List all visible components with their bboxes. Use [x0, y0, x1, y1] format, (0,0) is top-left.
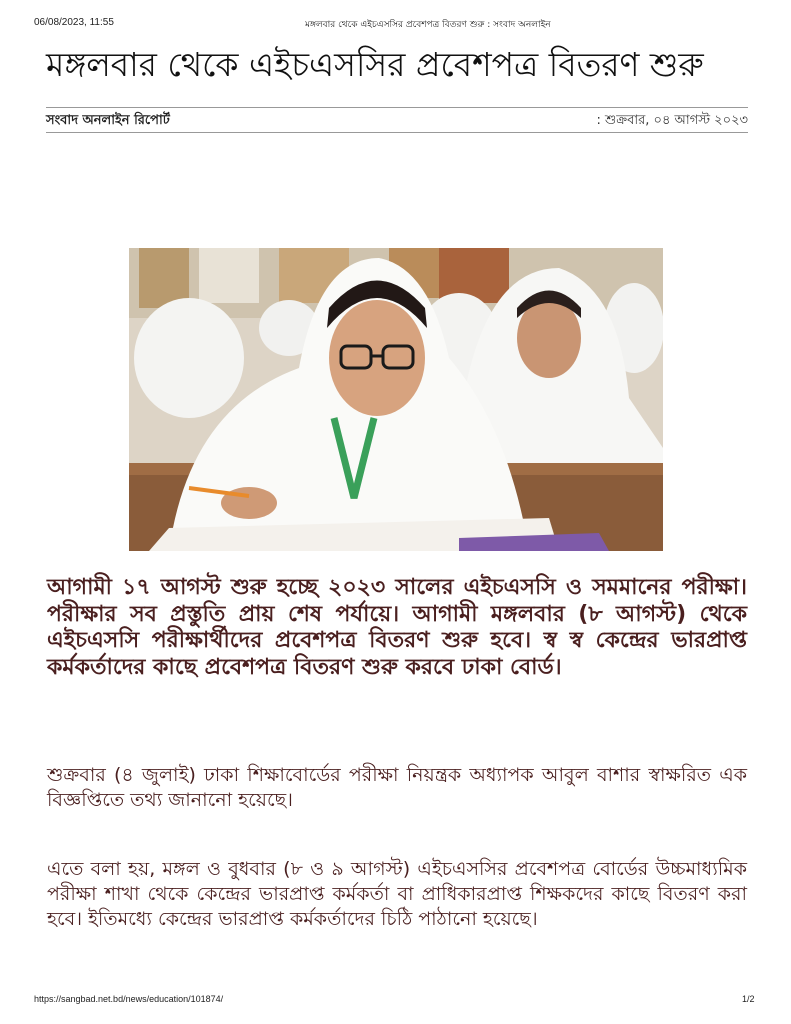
article-paragraph: এতে বলা হয়, মঙ্গল ও বুধবার (৮ ও ৯ আগস্ট) এইচএসসির প্রবেশপত্র বোর্ডের উচ্চমাধ্যমিক পরীক্ষা শাখা থেকে কেন্দ্রের ভারপ্রাপ্ত কর্মকর্তা বা প্রাধিকারপ্রাপ্ত শিক্ষকদের কাছে বিতরণ করা হবে। ইতিমধ্যে কেন্দ্রের ভারপ্রাপ্ত কর্মকর্তাদের চিঠি পাঠানো হয়েছে। — [47, 858, 747, 930]
article-byline: সংবাদ অনলাইন রিপোর্ট — [46, 113, 170, 128]
print-footer-url[interactable]: https://sangbad.net.bd/news/education/101874/ — [34, 994, 224, 1004]
article-lede: আগামী ১৭ আগস্ট শুরু হচ্ছে ২০২৩ সালের এইচএসসি ও সমমানের পরীক্ষা। পরীক্ষার সব প্রস্তুতি প্রায় শেষ পর্যায়ে। আগামী মঙ্গলবার (৮ আগস্ট) থেকে এইচএসসি পরীক্ষার্থীদের প্রবেশপত্র বিতরণ শুরু হবে। স্ব স্ব কেন্দ্রের ভারপ্রাপ্ত কর্মকর্তাদের কাছে প্রবেশপত্র বিতরণ শুরু করবে ঢাকা বোর্ড। — [47, 575, 747, 680]
exam-hall-photo — [129, 248, 663, 551]
byline-bar — [46, 107, 748, 133]
print-datetime: 06/08/2023, 11:55 — [34, 17, 114, 28]
article-date: : শুক্রবার, ০৪ আগস্ট ২০২৩ — [596, 113, 748, 128]
print-page-title: মঙ্গলবার থেকে এইচএসসির প্রবেশপত্র বিতরণ শুরু : সংবাদ অনলাইন — [305, 20, 551, 30]
article-photo — [129, 248, 663, 551]
article-headline: মঙ্গলবার থেকে এইচএসসির প্রবেশপত্র বিতরণ শুরু — [46, 45, 704, 84]
article-paragraph: শুক্রবার (৪ জুলাই) ঢাকা শিক্ষাবোর্ডের পরীক্ষা নিয়ন্ত্রক অধ্যাপক আবুল বাশার স্বাক্ষরিত এক বিজ্ঞপ্তিতে তথ্য জানানো হয়েছে। — [47, 764, 747, 811]
print-footer-page: 1/2 — [742, 994, 755, 1004]
